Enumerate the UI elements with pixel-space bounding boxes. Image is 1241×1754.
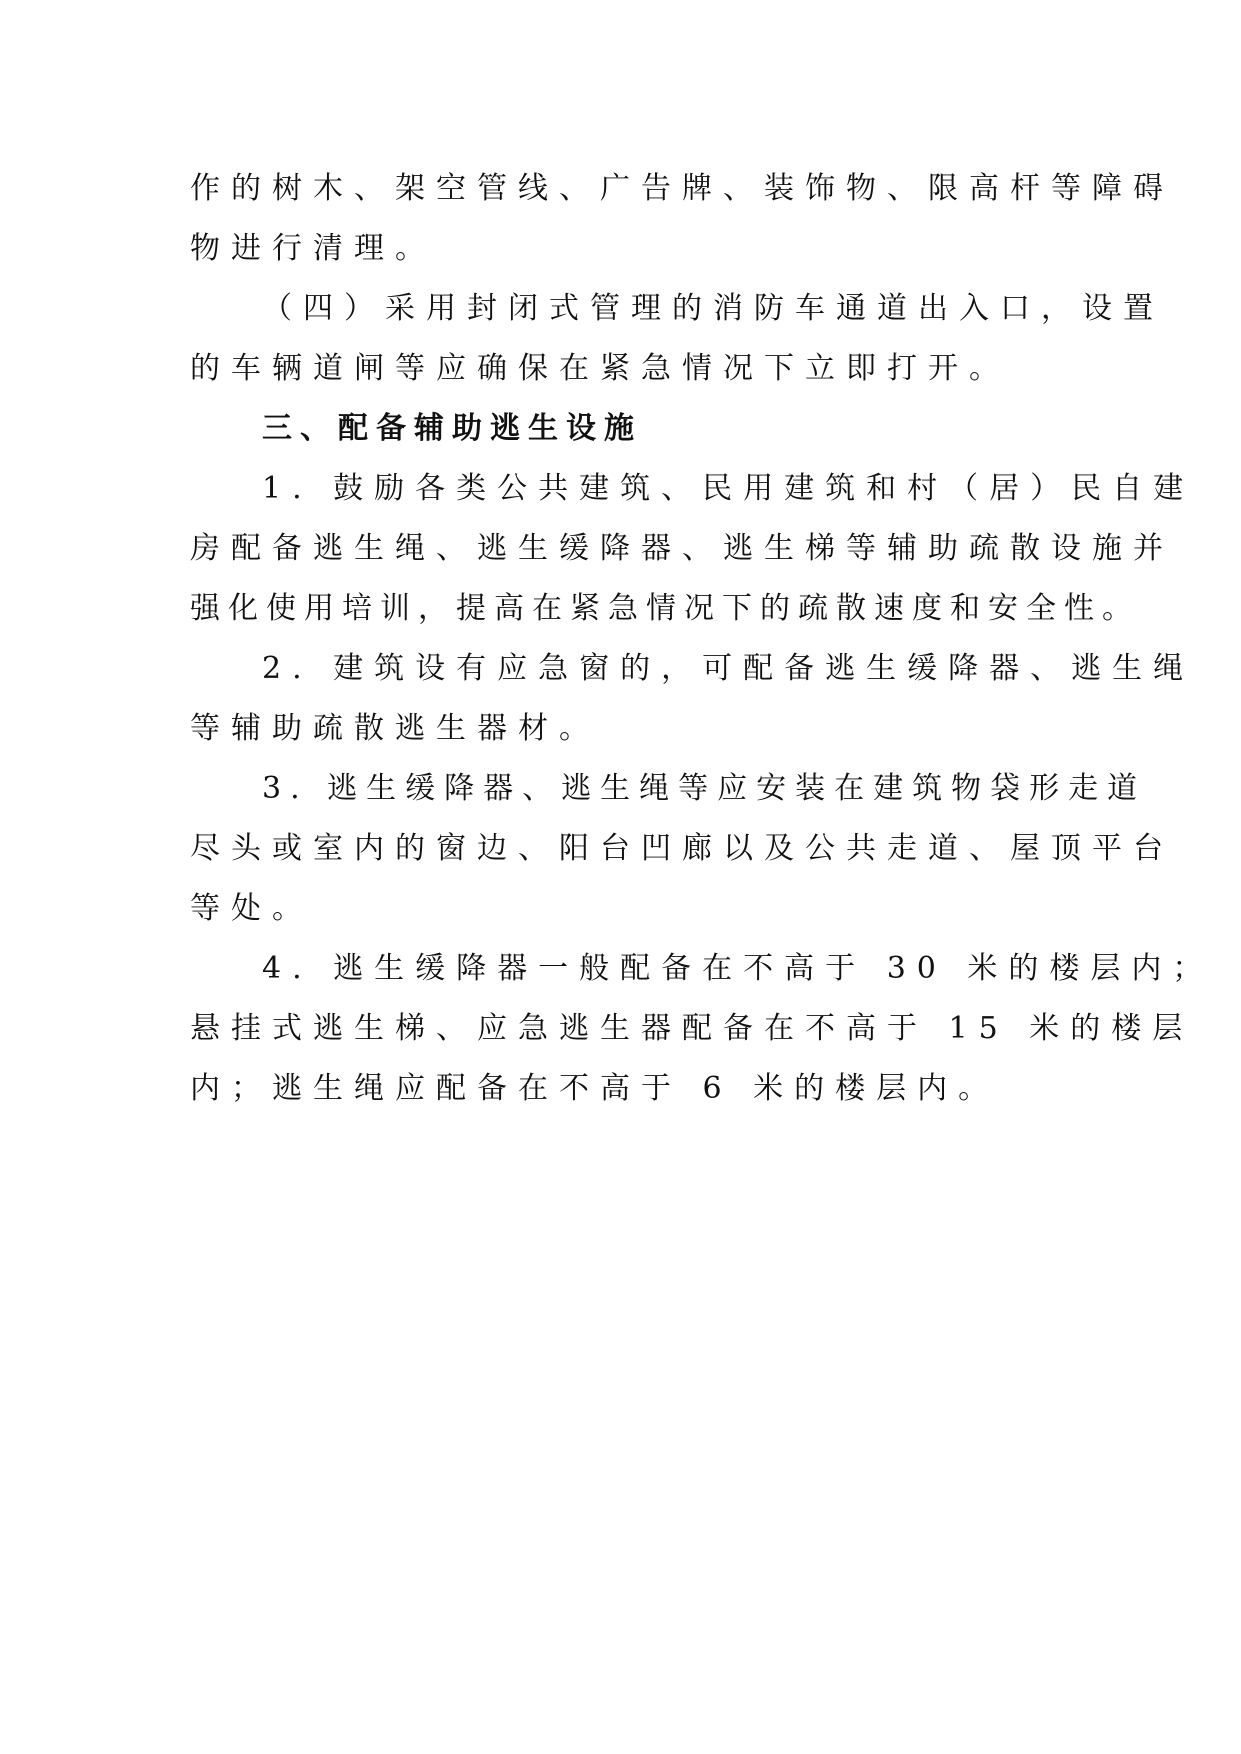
text-line: 悬挂式逃生梯、应急逃生器配备在不高于 15 米的楼层 — [190, 1011, 1194, 1046]
text-line: 物进行清理。 — [190, 231, 436, 266]
item-3-line-1: 3. 逃生缓降器、逃生绳等应安装在建筑物袋形走道 — [262, 771, 1147, 806]
text-line: 等处。 — [190, 891, 313, 926]
text-line: 尽头或室内的窗边、阳台凹廊以及公共走道、屋顶平台 — [190, 831, 1174, 866]
text-line: 内；逃生绳应配备在不高于 6 米的楼层内。 — [190, 1071, 1000, 1106]
section-heading: 三、配备辅助逃生设施 — [262, 411, 642, 446]
item-4-line-1: 4. 逃生缓降器一般配备在不高于 30 米的楼层内； — [262, 951, 1214, 986]
paragraph-four-line-1: （四）采用封闭式管理的消防车通道出入口，设置 — [262, 291, 1164, 326]
text-line: 房配备逃生绳、逃生缓降器、逃生梯等辅助疏散设施并 — [190, 531, 1174, 566]
text-line: 强化使用培训，提高在紧急情况下的疏散速度和安全性。 — [190, 591, 1140, 626]
text-line: 的车辆道闸等应确保在紧急情况下立即打开。 — [190, 351, 1010, 386]
item-2-line-1: 2. 建筑设有应急窗的，可配备逃生缓降器、逃生绳 — [262, 651, 1195, 686]
text-line: 作的树木、架空管线、广告牌、装饰物、限高杆等障碍 — [190, 171, 1174, 206]
item-1-line-1: 1. 鼓励各类公共建筑、民用建筑和村（居）民自建 — [262, 471, 1195, 506]
text-line: 等辅助疏散逃生器材。 — [190, 711, 600, 746]
